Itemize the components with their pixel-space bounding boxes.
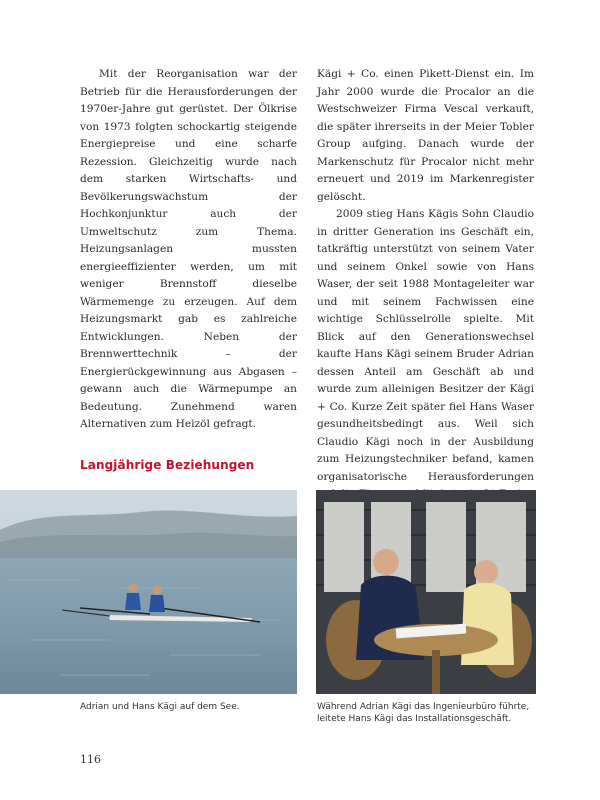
photo-caption [317, 702, 547, 725]
body-paragraph: Mit der Reorganisation war der Betrieb für die Herausforderungen der 1970er-Jahre gut gerüstet. Der Ölkrise von 1973 folgten schockartig steigende Energiepreise und eine scharfe Rezession. Gleichzeitig wurde nach dem starken Wirtschafts- und Bevölkerungswachstum der Hochkonjunktur auch der Umweltschutz zum Thema. Heizungsanlagen mussten energieeffizienter werden, um mit weniger Brennstoff dieselbe Wärmemenge zu erzeugen. Auf dem Heizungsmarkt gab es zahlreiche Entwicklungen. Neben der Brennwerttechnik – der Energierückgewinnung aus Abgasen – gewann auch die Wärmepumpe an Bedeutung. Zunehmend waren Alternativen zum Heizöl gefragt. [80, 68, 297, 430]
rowing-photo-illustration [0, 490, 297, 694]
photo-caption: Adrian und Hans Kägi auf dem See. [80, 702, 240, 712]
caption-line: leitete Hans Kägi das Installationsgeschäft. [317, 713, 512, 724]
body-paragraph: 2009 stieg Hans Kägis Sohn Claudio in dritter Generation ins Geschäft ein, tatkräftig unterstützt von seinem Vater und seinem Onkel sowie von Hans Waser, der seit 1988 Montageleiter war und mit seinem Fachwissen eine wichtige Schlüsselrolle spielte. Mit Blick auf den Generationswechsel kaufte Hans Kägi seinem Bruder Adrian dessen Anteil am Geschäft ab und wurde zum alleinigen Besitzer der Kägi + Co. Kurze Zeit später fiel Hans Waser gesundheitsbedingt aus. Weil sich Claudio Kägi noch in der Ausbildung zum Heizungstechniker befand, kamen organisatorische Herausforderungen [317, 208, 534, 483]
body-paragraph: Kägi + Co. einen Pikett-Dienst ein. Im Jahr 2000 wurde die Procalor an die Westschweizer Firma Vescal verkauft, die später ihrerseits in der Meier Tobler Group aufging. Danach wurde der Markenschutz für Procalor nicht mehr erneuert und 2019 im Markenregister gelöscht. [317, 68, 534, 203]
office-photo-illustration [316, 490, 536, 694]
section-heading: Langjährige Beziehungen [80, 457, 255, 472]
caption-line: Während Adrian Kägi das Ingenieurbüro führte, [317, 702, 530, 712]
rowing-photo [0, 490, 297, 694]
page-number: 116 [80, 753, 101, 766]
office-photo [316, 490, 536, 694]
